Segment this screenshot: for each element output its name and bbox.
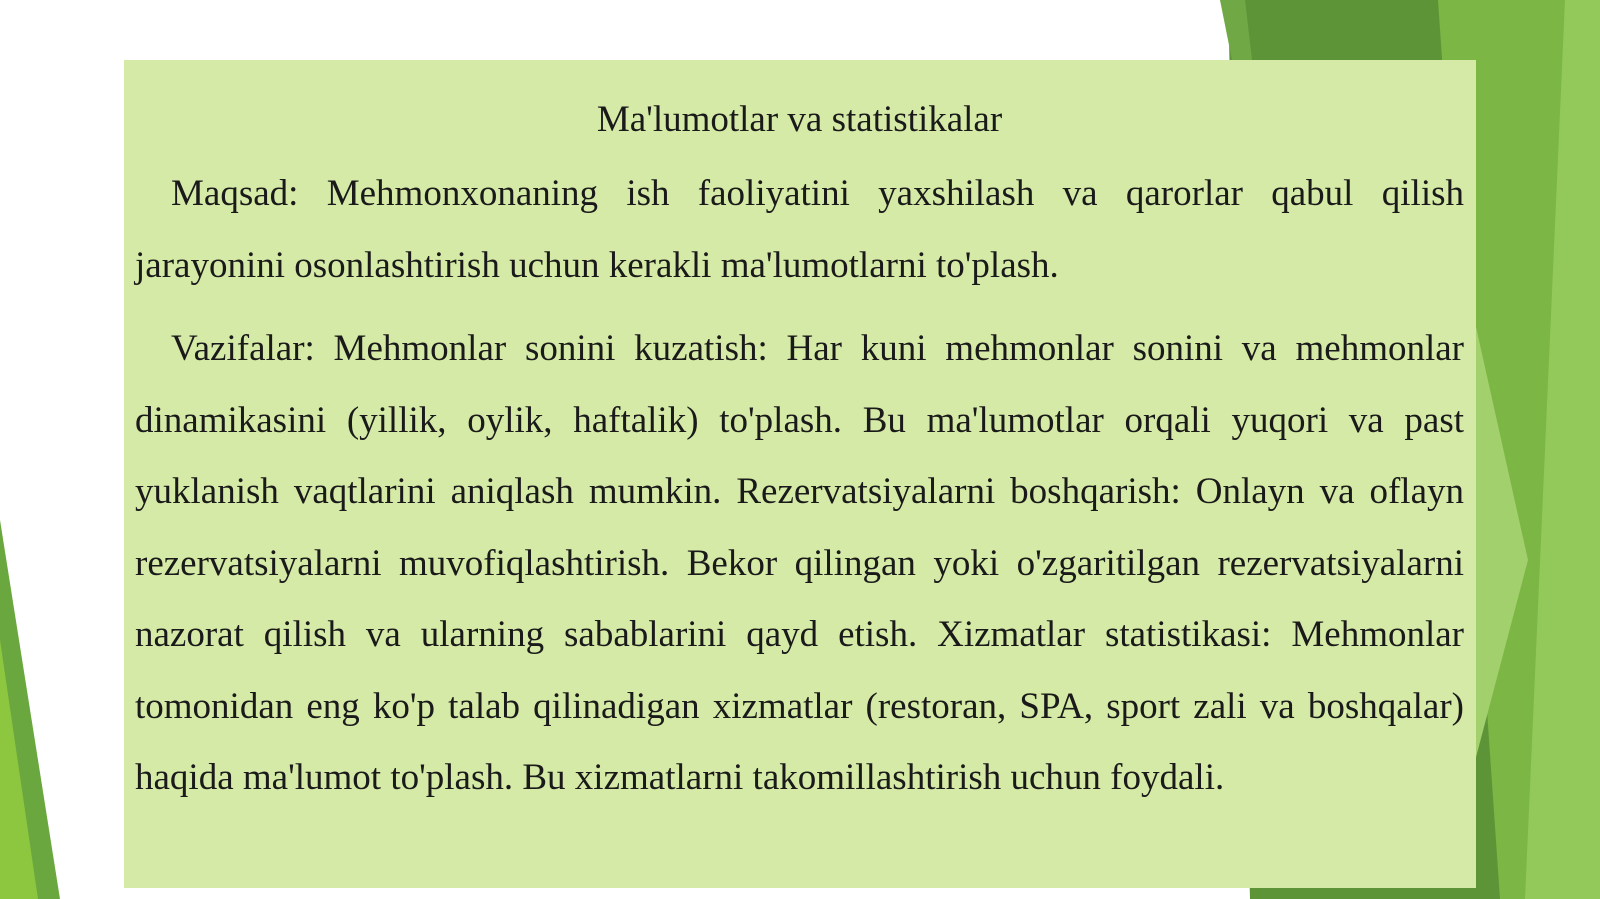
- slide-title: Ma'lumotlar va statistikalar: [596, 99, 1003, 140]
- content-box: [124, 60, 1476, 888]
- tasks-paragraph: Vazifalar: Mehmonlar sonini kuzatish: Har kuni mehmonlar sonini va mehmonlar dinamikasini (yillik, oylik, haftalik) to'plash. Bu ma'lumotlar orqali yuqori va past yuklanish vaqtlarini aniqlash mumkin. Rezervatsiyalarni boshqarish: Onlayn va oflayn rezervatsiyalarni muvofiqlashtirish. Bekor qilingan yoki o'zgaritilgan rezervatsiyalarni nazorat qilish va ularning sabablarini qayd etish. Xizmatlar statistikasi: Mehmonlar tomonidan eng ko'p talab qilinadigan xizmatlar (restoran, SPA, sport zali va boshqalar) haqida ma'lumot to'plash. Bu xizmatlarni takomillashtirish uchun foydali.: [135, 328, 1464, 798]
- purpose-paragraph: Maqsad: Mehmonxonaning ish faoliyatini yaxshilash va qarorlar qabul qilish jarayonini osonlashtirish uchun kerakli ma'lumotlarni to'plash.: [135, 173, 1464, 286]
